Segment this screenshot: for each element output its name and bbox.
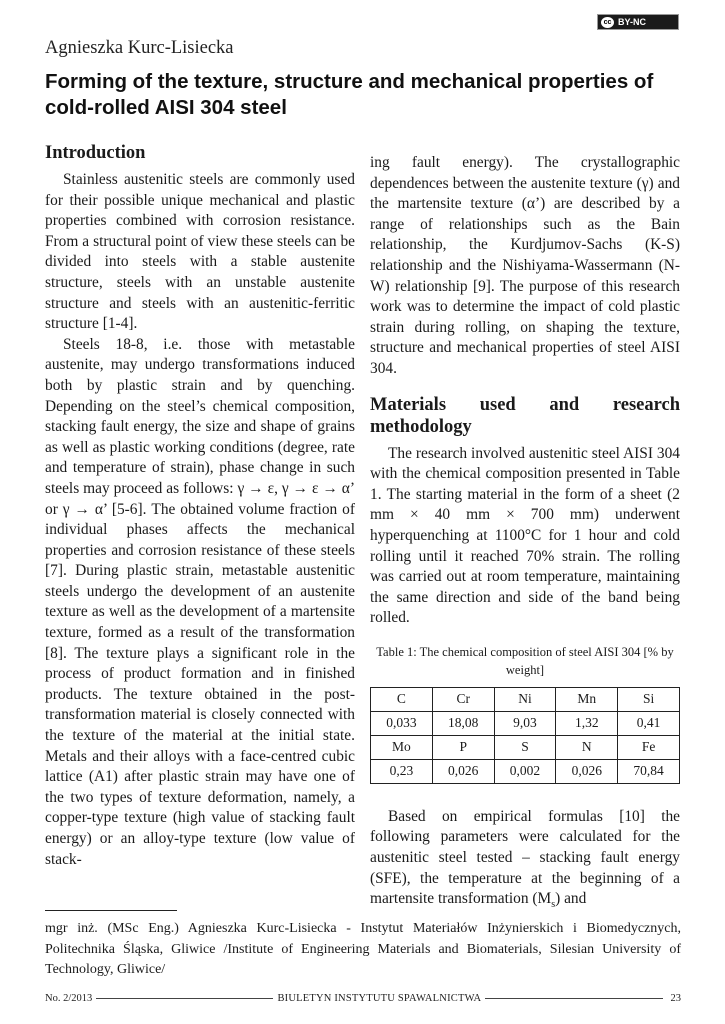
page-number: 23 xyxy=(670,992,681,1004)
table-cell: 18,08 xyxy=(432,711,494,735)
table-cell: 0,033 xyxy=(371,711,433,735)
table-cell: 0,23 xyxy=(371,759,433,783)
table-row xyxy=(371,759,680,783)
table-cell: Fe xyxy=(618,735,680,759)
table-cell: 0,026 xyxy=(556,759,618,783)
materials-paragraph-2-text: Based on empirical formulas [10] the following parameters were calculated for the austenitic steel tested – stacking fault energy (SFE), the temperature at the beginning of a martensite transformation (M xyxy=(370,807,680,908)
journal-name: BIULETYN INSTYTUTU SPAWALNICTWA xyxy=(277,992,482,1004)
intro-paragraph-2: Steels 18-8, i.e. those with metastable austenite, may undergo transformations induced both by plastic strain and by quenching. Depending on the steel’s chemical composition, stacking fault energy, the size and shape of grains as well as plastic working conditions (degree, rate and temperature of strain), phase change in such steels may proceed as follows: γ → ε, γ → ε → α’ or γ → α’ [5-6]. The obtained volume fraction of individual phases affects the mechanical properties and corrosion resistance of these steels [7]. During plastic strain, metastable austenitic steels undergo the development of an austenite texture as well as the development of a martensite texture, formed as a result of the transformation [8]. The texture plays a significant role in the process of product formation and in finished products. The texture obtained in the post-transformation material is closely connected with the texture of the material at the initial state. Metals and their alloys with a face-centred cubic lattice (A1) after plastic strain may have one of the two types of texture deformation, namely, a copper-type texture (high value of stacking fault energy) or an alloy-type texture (low value of stack- xyxy=(45,335,355,868)
intro-paragraph-2-continued: ing fault energy). The crystallographic dependences between the austenite texture (γ) and the martensite texture (α’) are described by a range of relationships such as the Bain relationship, the Kurdjumov-Sachs (K-S) relationship and the Nishiyama-Wassermann (N-W) relationship [9]. The purpose of this research work was to determine the impact of cold plastic strain during rolling, on shaping the texture, structure and mechanical properties of steel AISI 304. xyxy=(370,154,680,377)
table-cell: 0,41 xyxy=(618,711,680,735)
table-cell: Mn xyxy=(556,687,618,711)
license-label: BY-NC xyxy=(618,17,647,27)
table-row xyxy=(371,687,680,711)
table-caption: Table 1: The chemical composition of steel AISI 304 [% by weight] xyxy=(376,644,674,677)
table-cell: 1,32 xyxy=(556,711,618,735)
author-name: Agnieszka Kurc-Lisiecka xyxy=(45,38,234,58)
issue-number: No. 2/2013 xyxy=(45,992,93,1004)
table-cell: Mo xyxy=(371,735,433,759)
license-badge xyxy=(597,14,679,30)
table-cell: S xyxy=(494,735,556,759)
table-row xyxy=(371,735,680,759)
materials-paragraph-2 xyxy=(370,807,680,916)
footer-rule-right xyxy=(485,998,662,999)
table-cell: 9,03 xyxy=(494,711,556,735)
table-cell: P xyxy=(432,735,494,759)
page-footer xyxy=(45,990,681,1006)
table-cell: Si xyxy=(618,687,680,711)
author-footnote: mgr inż. (MSc Eng.) Agnieszka Kurc-Lisiecka - Instytut Materiałów Inżynierskich i Biomedycznych, Politechnika Śląska, Gliwice /Institute of Engineering Materials and Biomaterials, Silesian University of Technology, Gliwice/ xyxy=(45,921,681,977)
chemical-composition-table xyxy=(370,687,680,784)
ms-subscript: s xyxy=(551,899,556,911)
materials-paragraph-2-end: ) and xyxy=(555,890,587,908)
materials-paragraph-1: The research involved austenitic steel AISI 304 with the chemical composition presented in Table 1. The starting material in the form of a sheet (2 mm × 40 mm × 700 mm) underwent hyperquenching at 1100°C for 1 hour and cold rolling until it reached 70% strain. The rolling was carried out at room temperature, maintaining the same direction and side of the band being rolled. xyxy=(370,444,680,627)
left-column xyxy=(45,140,355,870)
intro-paragraph-1: Stainless austenitic steels are commonly used for their possible unique mechanical and plastic properties combined with corrosion resistance. From a structural point of view these steels can be divided into steels with a stable austenite structure, steels with an unstable austenite structure and steels with an austenitic-ferritic structure [1-4]. xyxy=(45,171,355,333)
introduction-heading: Introduction xyxy=(45,143,146,163)
table-cell: N xyxy=(556,735,618,759)
footer-rule-left xyxy=(96,998,273,999)
table-row xyxy=(371,711,680,735)
article-title: Forming of the texture, structure and mechanical properties of cold-rolled AISI 304 steel xyxy=(45,70,654,119)
table-cell: 0,026 xyxy=(432,759,494,783)
materials-heading: Materials used and research methodology xyxy=(370,394,680,437)
footnote-divider xyxy=(45,910,177,911)
table-cell: 70,84 xyxy=(618,759,680,783)
cc-icon: cc xyxy=(601,17,614,28)
table-cell: Cr xyxy=(432,687,494,711)
table-cell: C xyxy=(371,687,433,711)
table-cell: Ni xyxy=(494,687,556,711)
table-cell: 0,002 xyxy=(494,759,556,783)
right-column xyxy=(370,153,680,916)
